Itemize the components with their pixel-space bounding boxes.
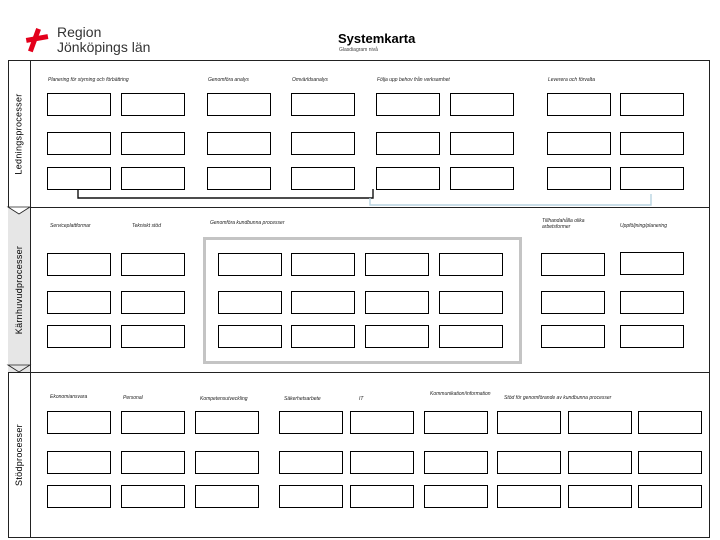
process-box[interactable]: [365, 291, 429, 314]
process-box[interactable]: [121, 291, 185, 314]
process-box[interactable]: [620, 325, 684, 348]
process-box[interactable]: [218, 253, 282, 276]
process-box[interactable]: [450, 132, 514, 155]
band-label-karn-text: Kärnhuvudprocesser: [14, 245, 25, 334]
process-box[interactable]: [47, 451, 111, 474]
process-box[interactable]: [291, 167, 355, 190]
process-box[interactable]: [291, 132, 355, 155]
logo-line-2: Jönköpings län: [57, 39, 151, 55]
process-box[interactable]: [291, 325, 355, 348]
process-box[interactable]: [638, 451, 702, 474]
process-box[interactable]: [121, 167, 185, 190]
stod-col-2-label: Personal: [123, 395, 143, 401]
process-box[interactable]: [450, 93, 514, 116]
stod-col-1-label: Ekonomiansvara: [50, 394, 88, 400]
process-box[interactable]: [439, 253, 503, 276]
stod-col-5-label: IT: [359, 396, 364, 402]
stod-col-4-label: Säkerhetsarbete: [284, 396, 321, 402]
ledning-col-4-label: Följa upp behov från verksamhet: [377, 77, 450, 83]
band-label-ledning-text: Ledningsprocesser: [14, 92, 24, 175]
ledning-col-5-label: Leverera och förvalta: [548, 77, 595, 83]
process-box[interactable]: [350, 411, 414, 434]
process-box[interactable]: [291, 93, 355, 116]
process-box[interactable]: [207, 93, 271, 116]
band-separator-2: [8, 372, 710, 373]
process-box[interactable]: [541, 291, 605, 314]
process-box[interactable]: [291, 291, 355, 314]
process-box[interactable]: [47, 411, 111, 434]
process-box[interactable]: [541, 253, 605, 276]
process-box[interactable]: [121, 411, 185, 434]
process-box[interactable]: [638, 485, 702, 508]
karn-col-1-label: Serviceplattformar: [50, 223, 91, 229]
process-box[interactable]: [350, 451, 414, 474]
process-box[interactable]: [121, 485, 185, 508]
process-box[interactable]: [47, 132, 111, 155]
ledning-col-2-label: Genomföra analys: [208, 77, 249, 83]
stod-col-3-label: Kompetensutveckling: [200, 396, 248, 402]
process-box[interactable]: [497, 451, 561, 474]
process-box[interactable]: [497, 411, 561, 434]
process-box[interactable]: [279, 485, 343, 508]
process-box[interactable]: [424, 485, 488, 508]
process-box[interactable]: [568, 451, 632, 474]
process-box[interactable]: [620, 167, 684, 190]
process-box[interactable]: [47, 485, 111, 508]
process-box[interactable]: [547, 93, 611, 116]
process-box[interactable]: [121, 451, 185, 474]
process-box[interactable]: [350, 485, 414, 508]
process-box[interactable]: [424, 411, 488, 434]
band-separator-1: [8, 207, 710, 208]
ledning-col-1-label: Planering för styrning och förbättring: [48, 77, 129, 83]
process-box[interactable]: [450, 167, 514, 190]
process-box[interactable]: [620, 252, 684, 275]
karn-col-3-label: Genomföra kundbunna processer: [210, 220, 285, 226]
process-box[interactable]: [121, 253, 185, 276]
process-box[interactable]: [207, 132, 271, 155]
process-box[interactable]: [497, 485, 561, 508]
process-box[interactable]: [279, 451, 343, 474]
process-box[interactable]: [547, 132, 611, 155]
process-box[interactable]: [376, 93, 440, 116]
process-box[interactable]: [207, 167, 271, 190]
ledning-col-3-label: Omvärldsanalys: [292, 77, 328, 83]
process-box[interactable]: [439, 325, 503, 348]
process-box[interactable]: [279, 411, 343, 434]
band-label-stod-text: Stödprocesser: [14, 424, 24, 486]
process-box[interactable]: [620, 132, 684, 155]
label-column-divider: [30, 60, 31, 538]
process-box[interactable]: [218, 325, 282, 348]
process-box[interactable]: [195, 485, 259, 508]
process-box[interactable]: [47, 93, 111, 116]
process-box[interactable]: [638, 411, 702, 434]
page-title: Systemkarta: [338, 31, 416, 46]
process-box[interactable]: [620, 93, 684, 116]
karn-col-5-label: Uppföljning/planering: [620, 223, 667, 229]
process-box[interactable]: [195, 451, 259, 474]
page-subtitle: Glasdiagram nivå: [339, 47, 378, 53]
process-box[interactable]: [376, 132, 440, 155]
process-box[interactable]: [365, 253, 429, 276]
process-box[interactable]: [218, 291, 282, 314]
process-box[interactable]: [47, 291, 111, 314]
process-box[interactable]: [365, 325, 429, 348]
process-box[interactable]: [47, 325, 111, 348]
process-box[interactable]: [47, 167, 111, 190]
logo-line-1: Region: [57, 24, 102, 40]
stod-col-7-label: Stöd för genomförande av kundbunna processer: [504, 395, 612, 401]
process-box[interactable]: [424, 451, 488, 474]
process-box[interactable]: [47, 253, 111, 276]
band-label-ledning: [8, 60, 30, 207]
process-box[interactable]: [195, 411, 259, 434]
process-box[interactable]: [620, 291, 684, 314]
process-box[interactable]: [291, 253, 355, 276]
process-box[interactable]: [568, 485, 632, 508]
process-box[interactable]: [121, 325, 185, 348]
process-box[interactable]: [121, 132, 185, 155]
process-box[interactable]: [547, 167, 611, 190]
band-label-karn: [8, 207, 30, 372]
process-box[interactable]: [376, 167, 440, 190]
band-label-stod: [8, 372, 30, 538]
process-box[interactable]: [568, 411, 632, 434]
karn-col-2-label: Tekniskt stöd: [132, 223, 161, 229]
process-box[interactable]: [121, 93, 185, 116]
process-box[interactable]: [439, 291, 503, 314]
stod-col-6-label: Kommunikation/information: [430, 391, 491, 397]
karn-col-4-label: Tillhandahålla olika arbetsformer: [542, 218, 585, 230]
process-box[interactable]: [541, 325, 605, 348]
